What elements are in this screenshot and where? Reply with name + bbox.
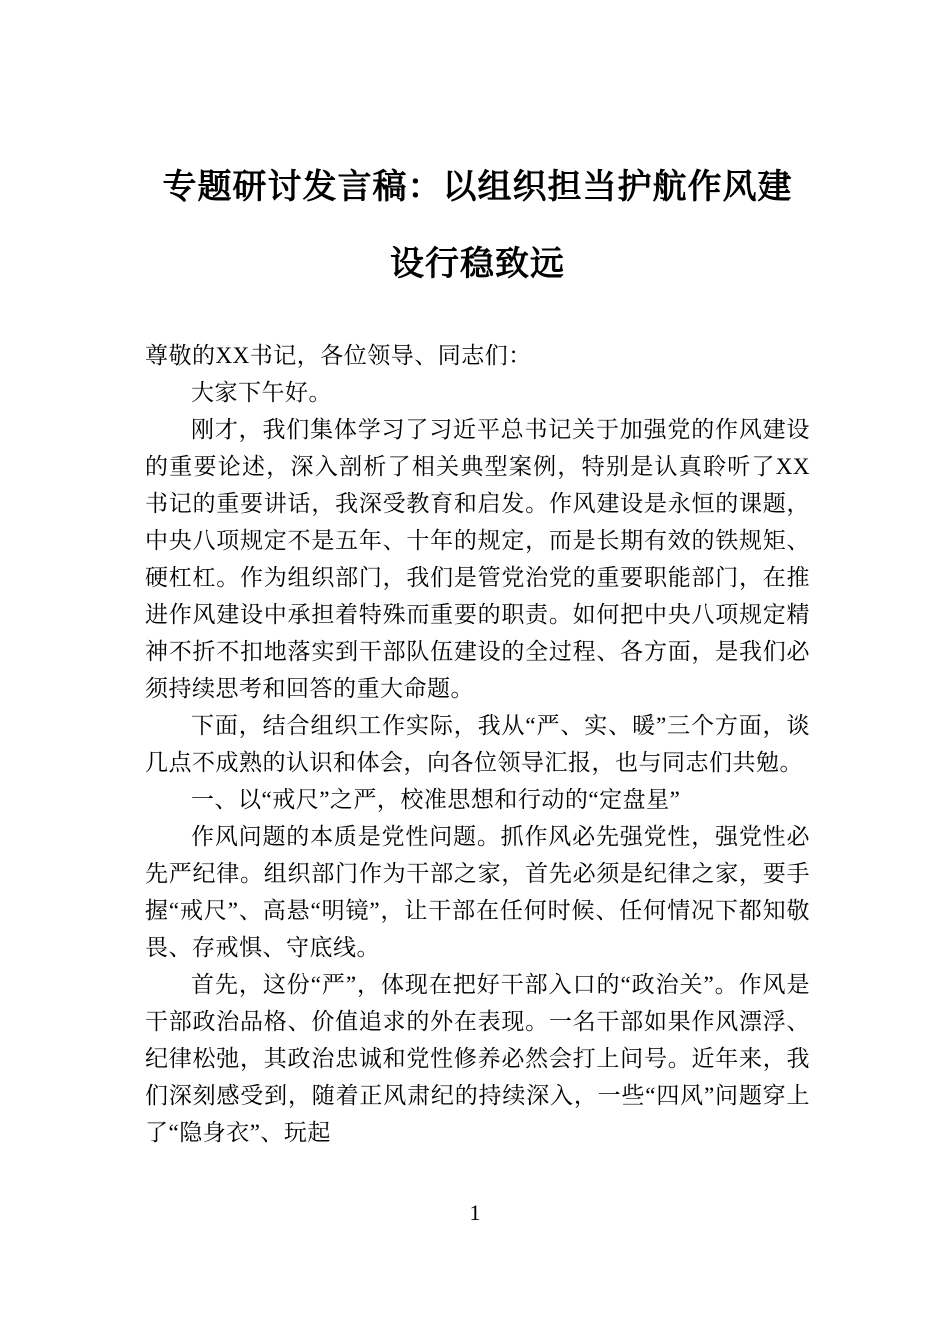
paragraph: 刚才，我们集体学习了习近平总书记关于加强党的作风建设的重要论述，深入剖析了相关典型案例，特别是认真聆听了XX书记的重要讲话，我深受教育和启发。作风建设是永恒的课题，中央八项规定不是五年、十年的规定，而是长期有效的铁规矩、硬杠杠。作为组织部门，我们是管党治党的重要职能部门，在推进作风建设中承担着特殊而重要的职责。如何把中央八项规定精神不折不扣地落实到干部队伍建设的全过程、各方面，是我们必须持续思考和回答的重大命题。 [145,417,810,701]
document-body [145,337,810,1151]
paragraph: 下面，结合组织工作实际，我从“严、实、暖”三个方面，谈几点不成熟的认识和体会，向各位领导汇报，也与同志们共勉。 [145,713,810,775]
paragraph: 首先，这份“严”，体现在把好干部入口的“政治关”。作风是干部政治品格、价值追求的外在表现。一名干部如果作风漂浮、纪律松弛，其政治忠诚和党性修养必然会打上问号。近年来，我们深刻感受到，随着正风肃纪的持续深入，一些“四风”问题穿上了“隐身衣”、玩起 [145,972,810,1145]
paragraph: 尊敬的XX书记，各位领导、同志们： [145,343,532,368]
document-title: 专题研讨发言稿：以组织担当护航作风建设行稳致远 [162,169,793,283]
paragraph: 作风问题的本质是党性问题。抓作风必先强党性，强党性必先严纪律。组织部门作为干部之家，首先必须是纪律之家，要手握“戒尺”、高悬“明镜”，让干部在任何时候、任何情况下都知敬畏、存戒惧、守底线。 [145,824,810,960]
page-number: 1 [469,1200,481,1225]
paragraph: 大家下午好。 [191,380,332,405]
paragraph: 一、以“戒尺”之严，校准思想和行动的“定盘星” [191,787,681,812]
